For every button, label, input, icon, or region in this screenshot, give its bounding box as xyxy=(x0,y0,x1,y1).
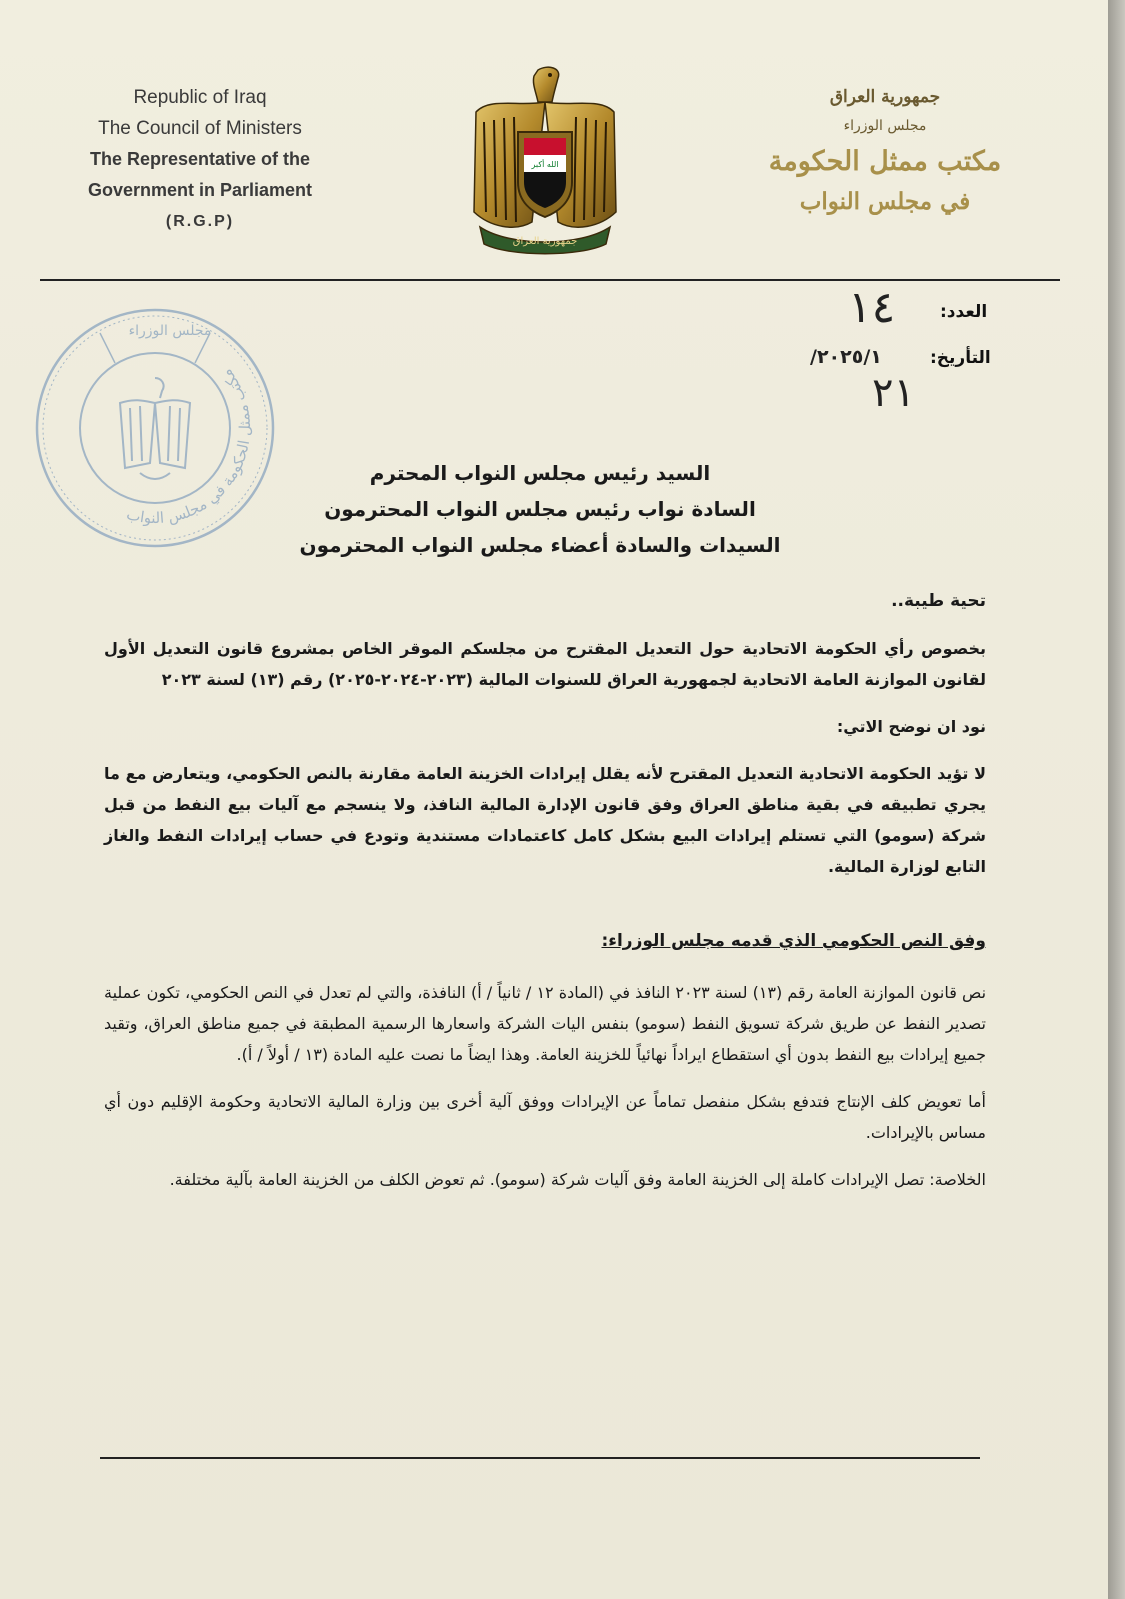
paragraph-government-position: لا تؤيد الحكومة الاتحادية التعديل المقترح لأنه يقلل إيرادات الخزينة العامة مقارنة بالنص الحكومي، ويتعارض مع ما يجري تطبيقه في بقية مناطق العراق وفق قانون الإدارة المالية النافذ، ولا ينسجم مع آليات بيع النفط من قبل شركة (سومو) التي تستلم إيرادات البيع بشكل كامل كاعتمادات مستندية وتودع في حساب إيرادات النفط والغاز التابع لوزارة المالية. xyxy=(104,764,986,876)
date-day-handwritten: ٢١ xyxy=(872,370,915,416)
header-divider xyxy=(40,279,1060,281)
stamp-ring-text: مكتب ممثل الحكومة في مجلس النواب xyxy=(124,365,255,528)
letter-body xyxy=(104,586,986,1195)
clarify-heading: نود ان نوضح الاتي: xyxy=(836,717,986,736)
paragraph-summary: الخلاصة: تصل الإيرادات كاملة إلى الخزينة العامة وفق آليات شركة (سومو). ثم تعوض الكلف من الخزينة العامة بآلية مختلفة. xyxy=(169,1170,986,1189)
section-heading: وفق النص الحكومي الذي قدمه مجلس الوزراء: xyxy=(601,931,986,951)
iraq-emblem-icon xyxy=(470,62,620,257)
page-edge-shadow xyxy=(1108,0,1125,1599)
addressee-speaker: السيد رئيس مجلس النواب المحترم xyxy=(369,461,711,485)
arabic-country: جمهورية العراق xyxy=(829,87,941,107)
date-value: ٢٠٢٥/١/ xyxy=(810,346,882,368)
emblem-banner-text: جمهورية العراق xyxy=(512,236,578,247)
emblem-flag-text: الله أكبر xyxy=(531,160,559,169)
footer-divider xyxy=(100,1457,980,1459)
paragraph-production-costs: أما تعويض كلف الإنتاج فتدفع بشكل منفصل تماماً عن الإيرادات ووفق آلية أخرى بين وزارة المالية الاتحادية وحكومة الإقليم دون أي مساس بالإيرادات. xyxy=(104,1092,986,1142)
english-letterhead xyxy=(40,82,360,237)
stamp-outer-text: مجلس الوزراء xyxy=(128,323,212,339)
intro-paragraph: بخصوص رأي الحكومة الاتحادية حول التعديل المقترح من مجلسكم الموقر الخاص بمشروع قانون التعديل الأول لقانون الموازنة العامة الاتحادية لجمهورية العراق للسنوات المالية (٢٠٢٣-٢٠٢٤-٢٠٢٥) رقم (١٣) لسنة ٢٠٢٣ xyxy=(104,639,986,689)
addressee-block xyxy=(200,455,880,563)
arabic-office-line2: في مجلس النواب xyxy=(799,188,971,215)
addressee-members: السيدات والسادة أعضاء مجلس النواب المحترمون xyxy=(299,533,781,557)
english-office-line1: The Representative of the xyxy=(89,149,311,169)
addressee-deputies: السادة نواب رئيس مجلس النواب المحترمون xyxy=(324,497,756,521)
english-abbreviation: (R.G.P) xyxy=(165,213,235,230)
greeting: تحية طيبة.. xyxy=(891,591,986,611)
english-council: The Council of Ministers xyxy=(98,118,302,139)
arabic-office-line1: مكتب ممثل الحكومة xyxy=(768,146,1002,177)
arabic-letterhead xyxy=(735,82,1035,220)
arabic-council: مجلس الوزراء xyxy=(843,118,927,134)
number-value: ١٤ xyxy=(848,282,896,333)
number-label: العدد: xyxy=(940,302,988,322)
paragraph-budget-law: نص قانون الموازنة العامة رقم (١٣) لسنة ٢٠٢٣ النافذ في (المادة ١٢ / ثانياً / أ) النافذة، والتي لم تعدل في النص الحكومي، تكون عملية تصدير النفط عن طريق شركة تسويق النفط (سومو) بنفس اليات الشركة واسعارها الرسمية المطبقة في جميع مناطق العراق، وتقيد جميع إيرادات بيع النفط بدون أي استقطاع ايراداً نهائياً للخزينة العامة. وهذا ايضاً ما نصت عليه المادة (١٣ / أولاً / أ). xyxy=(104,983,987,1064)
date-label: التأريخ: xyxy=(930,348,991,368)
english-office-line2: Government in Parliament xyxy=(87,180,313,200)
english-country: Republic of Iraq xyxy=(133,87,267,108)
